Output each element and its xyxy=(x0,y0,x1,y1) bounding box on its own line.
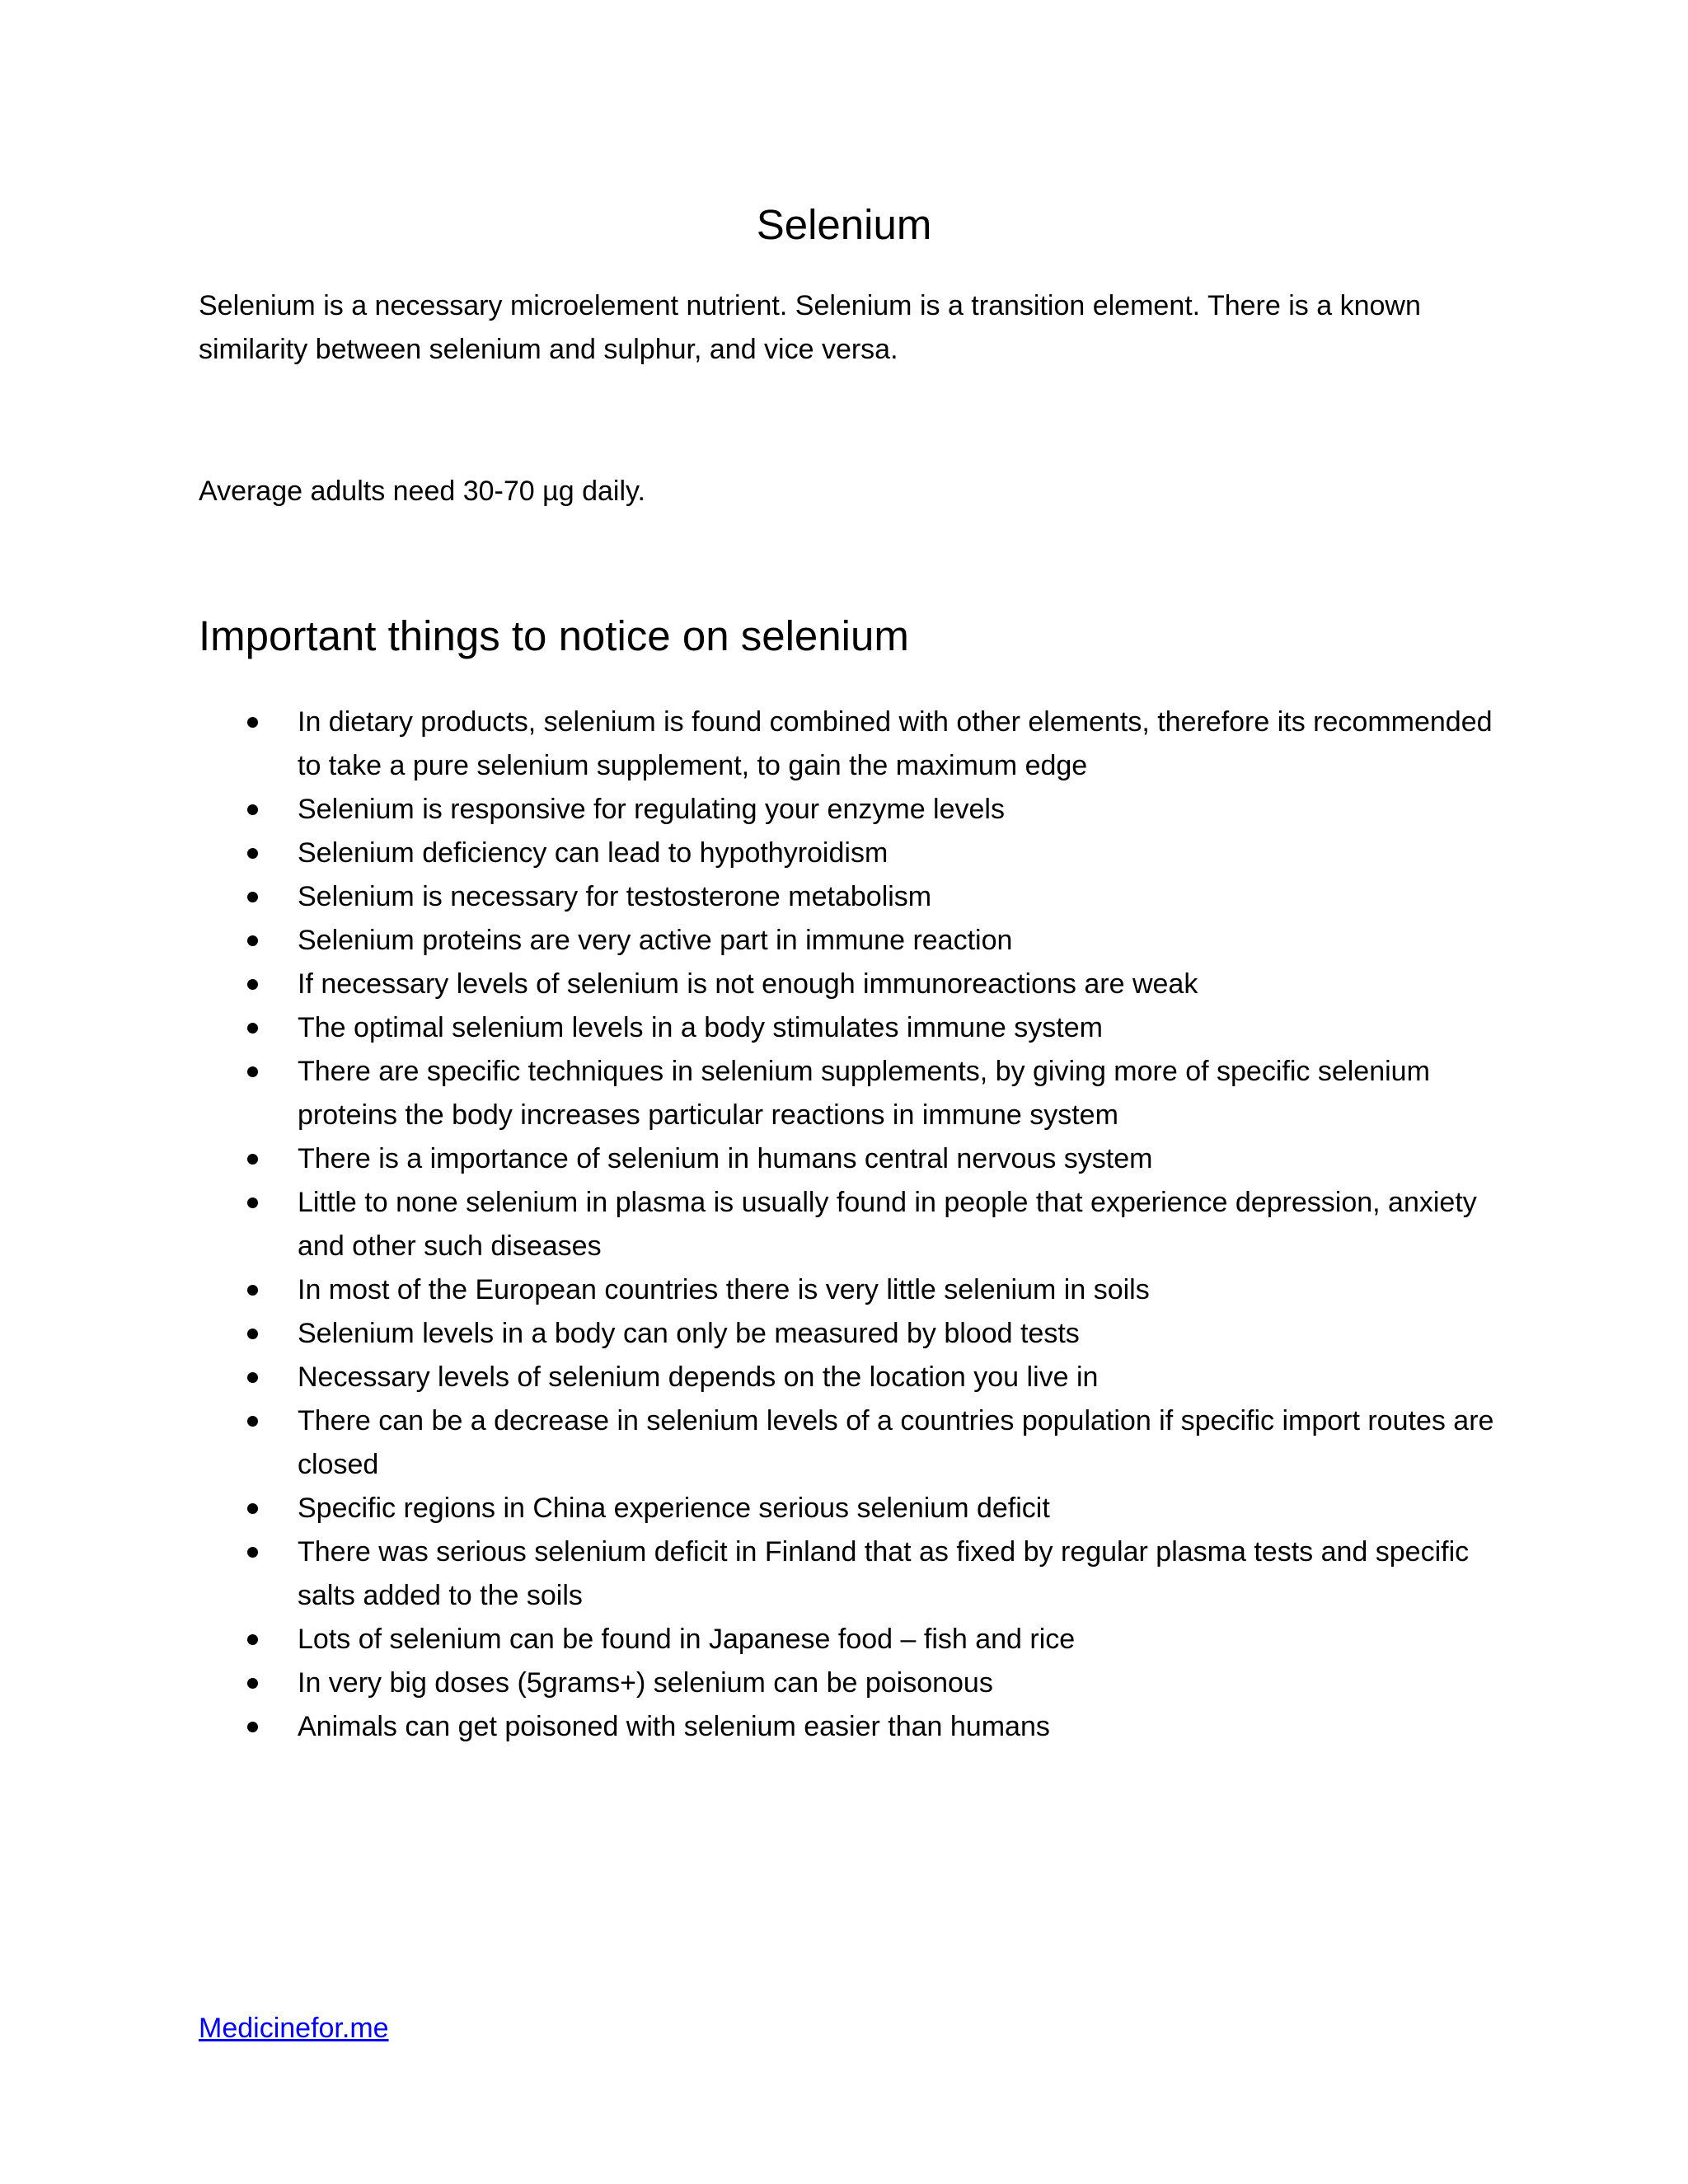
bullet-icon xyxy=(247,1285,258,1296)
list-item xyxy=(199,1181,1509,1268)
bullet-icon xyxy=(247,935,258,946)
list-item-text: In dietary products, selenium is found combined with other elements, therefore its recommended to take a pure selenium supplement, to gain the maximum edge xyxy=(298,706,1493,781)
list-item-text: Selenium proteins are very active part in immune reaction xyxy=(298,925,1013,956)
bullet-icon xyxy=(247,979,258,990)
bullet-icon xyxy=(247,1503,258,1514)
bullet-icon xyxy=(247,804,258,815)
list-item-text: Little to none selenium in plasma is usually found in people that experience depression, anxiety and other such diseases xyxy=(298,1187,1477,1262)
bullet-icon xyxy=(247,1066,258,1077)
list-item-text: There can be a decrease in selenium levels of a countries population if specific import routes are closed xyxy=(298,1405,1494,1480)
list-item-text: Selenium is responsive for regulating your enzyme levels xyxy=(298,794,1005,825)
bullet-icon xyxy=(247,1372,258,1383)
list-item-text: Selenium is necessary for testosterone metabolism xyxy=(298,881,932,912)
facts-list xyxy=(199,701,1509,1749)
list-item-text: There are specific techniques in selenium supplements, by giving more of specific selenium proteins the body increases particular reactions in immune system xyxy=(298,1056,1430,1131)
list-item xyxy=(199,1356,1509,1399)
list-item xyxy=(199,1661,1509,1705)
list-item-text: Lots of selenium can be found in Japanese food – fish and rice xyxy=(298,1624,1076,1655)
bullet-icon xyxy=(247,1023,258,1033)
list-item-text: If necessary levels of selenium is not enough immunoreactions are weak xyxy=(298,968,1198,1000)
list-item xyxy=(199,1050,1509,1137)
list-item-text: Animals can get poisoned with selenium easier than humans xyxy=(298,1711,1050,1742)
list-item-text: Selenium levels in a body can only be measured by blood tests xyxy=(298,1318,1080,1349)
list-item xyxy=(199,832,1509,875)
page-title: Selenium xyxy=(756,201,932,248)
list-item-text: Selenium deficiency can lead to hypothyroidism xyxy=(298,837,889,869)
footer-link[interactable]: Medicinefor.me xyxy=(199,2013,389,2044)
list-item xyxy=(199,1137,1509,1181)
list-item-text: The optimal selenium levels in a body stimulates immune system xyxy=(298,1012,1103,1043)
list-item xyxy=(199,963,1509,1006)
list-item xyxy=(199,1312,1509,1356)
bullet-icon xyxy=(247,1722,258,1732)
bullet-icon xyxy=(247,1678,258,1689)
bullet-icon xyxy=(247,1329,258,1339)
list-item-text: Specific regions in China experience serious selenium deficit xyxy=(298,1493,1050,1524)
list-item-text: There is a importance of selenium in humans central nervous system xyxy=(298,1143,1153,1174)
bullet-icon xyxy=(247,717,258,728)
bullet-icon xyxy=(247,1197,258,1208)
bullet-icon xyxy=(247,1154,258,1165)
list-item xyxy=(199,701,1509,788)
list-item-text: Necessary levels of selenium depends on the location you live in xyxy=(298,1361,1099,1393)
bullet-icon xyxy=(247,1634,258,1645)
list-item xyxy=(199,1530,1509,1618)
list-item xyxy=(199,1705,1509,1749)
bullet-icon xyxy=(247,848,258,859)
bullet-icon xyxy=(247,892,258,902)
list-item xyxy=(199,1006,1509,1050)
list-item xyxy=(199,788,1509,832)
list-item xyxy=(199,919,1509,963)
list-item xyxy=(199,875,1509,919)
intro-paragraph: Selenium is a necessary microelement nutrient. Selenium is a transition element. There is a known similarity between selenium and sulphur, and vice versa. xyxy=(199,290,1421,365)
bullet-icon xyxy=(247,1547,258,1558)
list-item-text: In most of the European countries there is very little selenium in soils xyxy=(298,1274,1150,1305)
list-item xyxy=(199,1399,1509,1487)
list-item xyxy=(199,1618,1509,1661)
section-heading: Important things to notice on selenium xyxy=(199,612,909,659)
bullet-icon xyxy=(247,1416,258,1427)
daily-need-paragraph: Average adults need 30-70 µg daily. xyxy=(199,476,645,507)
list-item-text: There was serious selenium deficit in Finland that as fixed by regular plasma tests and specific salts added to the soils xyxy=(298,1536,1470,1611)
list-item-text: In very big doses (5grams+) selenium can be poisonous xyxy=(298,1667,993,1699)
list-item xyxy=(199,1487,1509,1530)
list-item xyxy=(199,1268,1509,1312)
